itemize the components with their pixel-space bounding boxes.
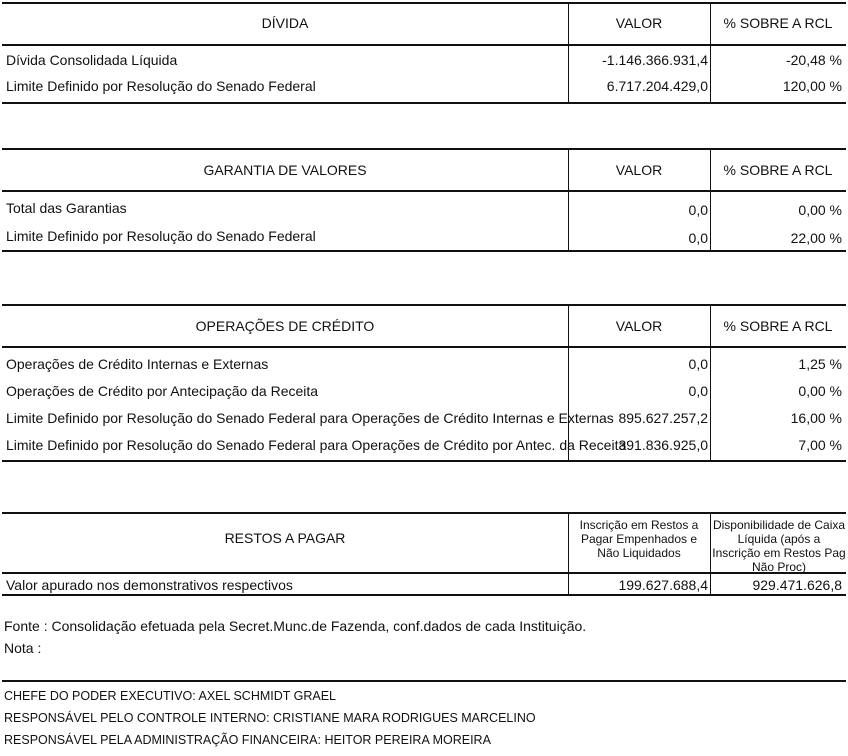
garantia-row-label: Total das Garantias — [6, 200, 127, 216]
restos-table — [2, 512, 846, 598]
garantia-row-valor: 0,0 — [688, 230, 708, 246]
operacoes-header-valor: VALOR — [615, 318, 663, 334]
operacoes-table — [2, 304, 846, 464]
operacoes-row-label: Limite Definido por Resolução do Senado Federal para Operações de Crédito por Antec. da Receita — [6, 437, 627, 453]
operacoes-header-rcl: % SOBRE A RCL — [723, 318, 833, 334]
restos-header-title: RESTOS A PAGAR — [224, 530, 346, 546]
divida-header-title: DÍVIDA — [261, 15, 309, 31]
signature-chefe: CHEFE DO PODER EXECUTIVO: AXEL SCHMIDT GRAEL — [4, 689, 337, 703]
restos-header-col1: Inscrição em Restos a Pagar Empenhados e Não Liquidados — [579, 518, 699, 560]
operacoes-row-label: Limite Definido por Resolução do Senado Federal para Operações de Crédito Internas e Externas — [6, 410, 614, 426]
divida-row-rcl: -20,48 % — [785, 52, 842, 68]
garantia-header-valor: VALOR — [615, 162, 663, 178]
operacoes-row-rcl: 1,25 % — [798, 356, 842, 372]
garantia-header-rcl: % SOBRE A RCL — [723, 162, 833, 178]
signature-financeira: RESPONSÁVEL PELA ADMINISTRAÇÃO FINANCEIRA: HEITOR PEREIRA MOREIRA — [4, 733, 491, 747]
garantia-table — [2, 148, 846, 256]
divida-row-valor: 6.717.204.429,0 — [606, 78, 708, 94]
signature-divider — [2, 680, 846, 682]
restos-header-col2: Disponibilidade de Caixa Líquida (após a Inscrição em Restos Pag Não Proc) — [712, 518, 846, 574]
garantia-row-rcl: 22,00 % — [790, 230, 842, 246]
garantia-header-title: GARANTIA DE VALORES — [203, 162, 367, 178]
operacoes-row-rcl: 0,00 % — [798, 383, 842, 399]
operacoes-row-valor: 0,0 — [688, 356, 708, 372]
divida-header-rcl: % SOBRE A RCL — [723, 15, 833, 31]
divida-row-rcl: 120,00 % — [782, 78, 842, 94]
signature-controle: RESPONSÁVEL PELO CONTROLE INTERNO: CRISTIANE MARA RODRIGUES MARCELINO — [4, 711, 536, 725]
garantia-row-label: Limite Definido por Resolução do Senado Federal — [6, 228, 316, 244]
garantia-row-rcl: 0,00 % — [798, 202, 842, 218]
operacoes-row-valor: 391.836.925,0 — [618, 437, 708, 453]
divida-row-label: Dívida Consolidada Líquida — [6, 52, 178, 68]
operacoes-row-valor: 0,0 — [688, 383, 708, 399]
operacoes-row-label: Operações de Crédito Internas e Externas — [6, 356, 269, 372]
nota-label: Nota : — [4, 640, 42, 656]
restos-row-col1: 199.627.688,4 — [618, 577, 708, 593]
operacoes-row-label: Operações de Crédito por Antecipação da Receita — [6, 383, 319, 399]
restos-row-col2: 929.471.626,8 — [752, 577, 842, 593]
operacoes-row-rcl: 16,00 % — [790, 410, 842, 426]
restos-row-label: Valor apurado nos demonstrativos respectivos — [6, 577, 293, 593]
fonte-note: Fonte : Consolidação efetuada pela Secret.Munc.de Fazenda, conf.dados de cada Instituição. — [4, 618, 587, 634]
divida-table — [2, 0, 846, 106]
divida-row-valor: -1.146.366.931,4 — [602, 52, 708, 68]
operacoes-row-valor: 895.627.257,2 — [618, 410, 708, 426]
operacoes-row-rcl: 7,00 % — [798, 437, 842, 453]
garantia-row-valor: 0,0 — [688, 202, 708, 218]
divida-header-valor: VALOR — [615, 15, 663, 31]
divida-row-label: Limite Definido por Resolução do Senado Federal — [6, 78, 316, 94]
operacoes-header-title: OPERAÇÕES DE CRÉDITO — [195, 318, 375, 334]
